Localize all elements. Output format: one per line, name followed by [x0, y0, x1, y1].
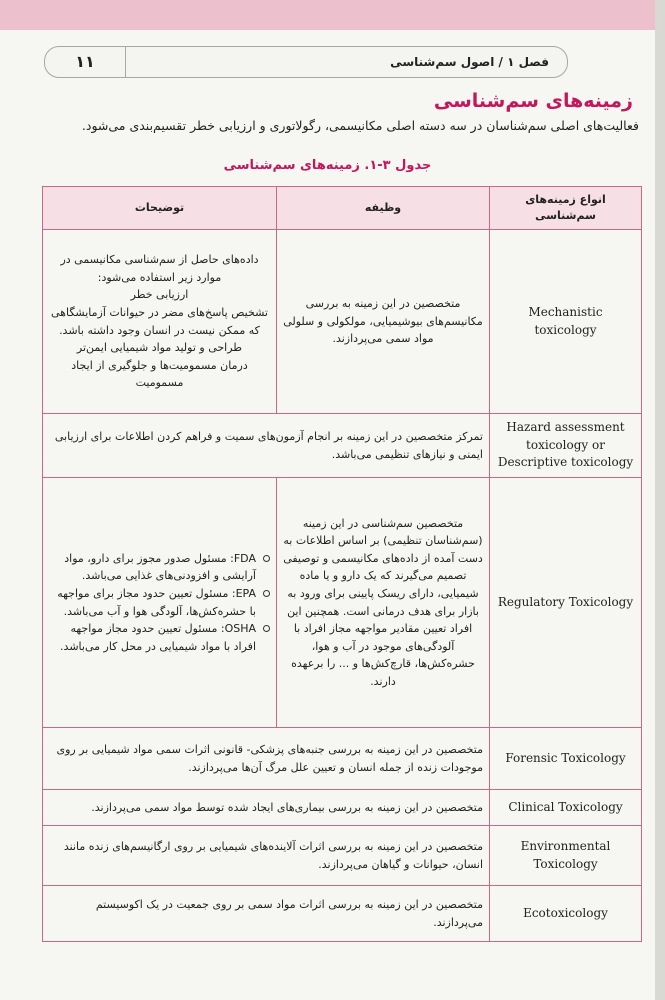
row-merged-description: متخصصین در این زمینه به بررسی اثرات آلاینده‌های شیمیایی بر روی ارگانیسم‌های زنده مانند انسان، حیوانات و گیاهان می‌پردازند. [43, 826, 490, 886]
top-color-band [0, 0, 655, 30]
page-number: ۱۱ [75, 52, 95, 71]
description-line: تشخیص پاسخ‌های مضر در حیوانات آزمایشگاهی که ممکن نیست در انسان وجود داشته باشد. [51, 305, 268, 337]
section-intro: فعالیت‌های اصلی سم‌شناسان در سه دسته اصلی مکانیسمی، رگولاتوری و ارزیابی خطر تقسیم‌بندی می‌شود. [81, 118, 639, 133]
header-divider [125, 47, 126, 77]
row-type: Mechanistic toxicology [490, 230, 642, 414]
table-row [43, 826, 642, 886]
row-type: Hazard assessment toxicology or Descriptive toxicology [490, 414, 642, 478]
table-row [43, 230, 642, 414]
header-description: توضیحات [43, 187, 277, 230]
table-caption: جدول ۳-۱. زمینه‌های سم‌شناسی [223, 158, 432, 173]
row-function: متخصصین سم‌شناسی در این زمینه (سم‌شناسان تنظیمی) بر اساس اطلاعات به دست آمده از داده‌های مکانیسمی و توصیفی تصمیم می‌گیرند که یک دارو و یا ماده شیمیایی، دارای ریسک پایینی برای ورود به بازار برای هدف درمانی است. همچنین این افراد تعیین مقادیر مواجهه مجاز افراد با آلودگی‌های موجود در آب و هوا، حشره‌کش‌ها، قارچ‌کش‌ها و ... را برعهده دارند. [277, 478, 490, 728]
row-merged-description: تمرکز متخصصین در این زمینه بر انجام آزمون‌های سمیت و فراهم کردن اطلاعات برای ارزیابی ایمنی و نیازهای تنظیمی می‌باشد. [43, 414, 490, 478]
table-row [43, 728, 642, 790]
row-type: Ecotoxicology [490, 886, 642, 942]
table-row [43, 886, 642, 942]
row-type: Environmental Toxicology [490, 826, 642, 886]
table-row [43, 790, 642, 826]
table-header-row [43, 187, 642, 230]
row-merged-description: متخصصین در این زمینه به بررسی اثرات مواد سمی بر روی جمعیت در یک اکوسیستم می‌پردازند. [43, 886, 490, 942]
agency-bullet: EPA: مسئول تعیین حدود مجاز برای مواجهه با حشره‌کش‌ها، آلودگی هوا و آب می‌باشد. [49, 585, 270, 620]
description-line: ارزیابی خطر [130, 288, 189, 302]
row-type: Forensic Toxicology [490, 728, 642, 790]
row-type: Regulatory Toxicology [490, 478, 642, 728]
description-line: درمان مسمومیت‌ها و جلوگیری از ایجاد مسمومیت [71, 358, 248, 390]
section-title: زمینه‌های سم‌شناسی [433, 90, 633, 112]
description-line: طراحی و تولید مواد شیمیایی ایمن‌تر [76, 341, 243, 355]
table-row [43, 414, 642, 478]
row-merged-description: متخصصین در این زمینه به بررسی جنبه‌های پزشکی- قانونی اثرات سمی مواد شیمیایی بر روی موجودات زنده از جمله انسان و تعیین علل مرگ آن‌ها می‌پردازند. [43, 728, 490, 790]
agency-bullet: FDA: مسئول صدور مجوز برای دارو، مواد آرایشی و افزودنی‌های غذایی می‌باشد. [49, 550, 270, 585]
header-type: انواع زمینه‌های سم‌شناسی [490, 187, 642, 230]
agency-bullet: OSHA: مسئول تعیین حدود مجاز مواجهه افراد با مواد شیمیایی در محل کار می‌باشد. [49, 620, 270, 655]
chapter-title: فصل ۱ / اصول سم‌شناسی [390, 55, 549, 69]
row-description [43, 478, 277, 728]
header-function: وظیفه [277, 187, 490, 230]
table-row [43, 478, 642, 728]
toxicology-fields-table [42, 186, 642, 942]
row-description [43, 230, 277, 414]
row-type: Clinical Toxicology [490, 790, 642, 826]
running-header [44, 46, 568, 78]
row-merged-description: متخصصین در این زمینه به بررسی بیماری‌های ایجاد شده توسط مواد سمی می‌پردازند. [43, 790, 490, 826]
row-function: متخصصین در این زمینه به بررسی مکانیسم‌های بیوشیمیایی، مولکولی و سلولی مواد سمی می‌پردازند. [277, 230, 490, 414]
description-line: داده‌های حاصل از سم‌شناسی مکانیسمی در موارد زیر استفاده می‌شود: [60, 253, 259, 284]
